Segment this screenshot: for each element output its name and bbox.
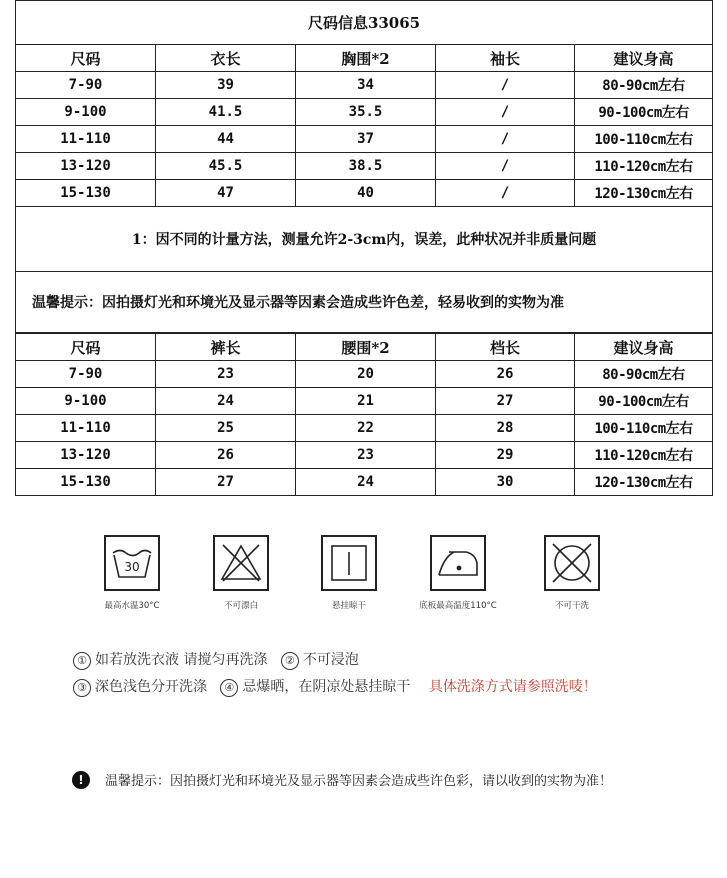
table-row (16, 388, 713, 415)
cell-size: 7-90 (16, 361, 156, 388)
cell-size: 11-110 (16, 126, 156, 153)
top-size-table (15, 0, 713, 333)
cell-length: 41.5 (156, 99, 296, 126)
cell-size: 15-130 (16, 469, 156, 496)
number-badge: ③ (73, 679, 91, 697)
cell-rise: 30 (436, 469, 575, 496)
table-row (16, 361, 713, 388)
cell-size: 7-90 (16, 72, 156, 99)
cell-chest: 38.5 (296, 153, 436, 180)
cell-height: 100-110cm左右 (575, 126, 713, 153)
care-no-dryclean (517, 535, 627, 611)
table-row (16, 180, 713, 207)
cell-waist: 23 (296, 442, 436, 469)
bottom-table-header (16, 334, 713, 361)
cell-size: 9-100 (16, 99, 156, 126)
cell-waist: 24 (296, 469, 436, 496)
iron-icon (430, 535, 486, 591)
cell-height: 90-100cm左右 (575, 99, 713, 126)
table-row (16, 442, 713, 469)
cell-waist: 22 (296, 415, 436, 442)
header-size: 尺码 (16, 334, 156, 361)
care-wash-30 (77, 535, 187, 611)
cell-height: 100-110cm左右 (575, 415, 713, 442)
wash-line-1 (73, 647, 597, 674)
color-difference-note: 温馨提示：因拍摄灯光和环境光及显示器等因素会造成些许色差，轻易收到的实物为准 (16, 272, 713, 333)
care-label: 不可干洗 (554, 601, 589, 611)
table-row (16, 469, 713, 496)
care-hang-dry (294, 535, 404, 611)
cell-size: 13-120 (16, 153, 156, 180)
cell-chest: 35.5 (296, 99, 436, 126)
cell-height: 120-130cm左右 (575, 469, 713, 496)
cell-sleeve: / (436, 153, 575, 180)
cell-sleeve: / (436, 99, 575, 126)
footer-warning (72, 770, 612, 789)
cell-chest: 37 (296, 126, 436, 153)
bottom-size-table (15, 333, 713, 496)
cell-size: 9-100 (16, 388, 156, 415)
care-label: 悬挂晾干 (331, 601, 366, 611)
wash-line-2 (73, 674, 597, 701)
wash-tub-icon (104, 535, 160, 591)
instruction-text: 如若放洗衣液 请搅匀再洗涤 (95, 652, 268, 668)
care-label-reference: 具体洗涤方式请参照洗唛！ (428, 679, 597, 695)
cell-pants-length: 24 (156, 388, 296, 415)
cell-rise: 27 (436, 388, 575, 415)
size-chart-title: 尺码信息33065 (16, 1, 713, 45)
cell-waist: 21 (296, 388, 436, 415)
instruction-text: 深色浅色分开洗涤 (95, 679, 207, 695)
no-bleach-icon (213, 535, 269, 591)
header-waist: 腰围*2 (296, 334, 436, 361)
header-rise: 档长 (436, 334, 575, 361)
header-height: 建议身高 (575, 45, 713, 72)
cell-size: 11-110 (16, 415, 156, 442)
cell-length: 39 (156, 72, 296, 99)
top-table-header (16, 45, 713, 72)
care-label: 最高水温30°C (104, 601, 160, 611)
cell-chest: 40 (296, 180, 436, 207)
table-row (16, 153, 713, 180)
instruction-text: 不可浸泡 (302, 652, 359, 668)
care-label: 不可漂白 (223, 601, 258, 611)
cell-height: 110-120cm左右 (575, 442, 713, 469)
table-row (16, 126, 713, 153)
cell-pants-length: 23 (156, 361, 296, 388)
number-badge: ④ (220, 679, 238, 697)
no-dry-clean-icon (544, 535, 600, 591)
table-row (16, 99, 713, 126)
care-symbols (0, 535, 727, 615)
header-length: 衣长 (156, 45, 296, 72)
cell-rise: 26 (436, 361, 575, 388)
cell-pants-length: 25 (156, 415, 296, 442)
cell-pants-length: 27 (156, 469, 296, 496)
header-height: 建议身高 (575, 334, 713, 361)
cell-sleeve: / (436, 126, 575, 153)
cell-rise: 28 (436, 415, 575, 442)
care-iron (403, 535, 513, 611)
table-row (16, 415, 713, 442)
size-chart-sheet (15, 0, 712, 496)
table-row (16, 72, 713, 99)
exclamation-icon: ! (72, 771, 90, 789)
cell-rise: 29 (436, 442, 575, 469)
cell-length: 45.5 (156, 153, 296, 180)
header-chest: 胸围*2 (296, 45, 436, 72)
cell-chest: 34 (296, 72, 436, 99)
instruction-text: 忌爆晒，在阴凉处悬挂晾干 (242, 679, 411, 695)
measurement-note: 1：因不同的计量方法，测量允许2-3cm内，误差，此种状况并非质量问题 (16, 207, 713, 272)
hang-dry-icon (321, 535, 377, 591)
footer-warning-text: 温馨提示：因拍摄灯光和环境光及显示器等因素会造成些许色彩，请以收到的实物为准！ (105, 774, 613, 789)
cell-height: 120-130cm左右 (575, 180, 713, 207)
header-size: 尺码 (16, 45, 156, 72)
header-pants-length: 裤长 (156, 334, 296, 361)
cell-height: 110-120cm左右 (575, 153, 713, 180)
cell-waist: 20 (296, 361, 436, 388)
cell-height: 80-90cm左右 (575, 72, 713, 99)
cell-sleeve: / (436, 72, 575, 99)
number-badge: ① (73, 652, 91, 670)
wash-instructions (73, 647, 597, 701)
number-badge: ② (281, 652, 299, 670)
cell-length: 44 (156, 126, 296, 153)
care-no-bleach (186, 535, 296, 611)
cell-height: 90-100cm左右 (575, 388, 713, 415)
cell-size: 15-130 (16, 180, 156, 207)
cell-size: 13-120 (16, 442, 156, 469)
cell-length: 47 (156, 180, 296, 207)
care-label: 底板最高温度110°C (419, 601, 497, 611)
cell-pants-length: 26 (156, 442, 296, 469)
wash-temp-text: 30 (124, 560, 140, 574)
cell-height: 80-90cm左右 (575, 361, 713, 388)
header-sleeve: 袖长 (436, 45, 575, 72)
cell-sleeve: / (436, 180, 575, 207)
